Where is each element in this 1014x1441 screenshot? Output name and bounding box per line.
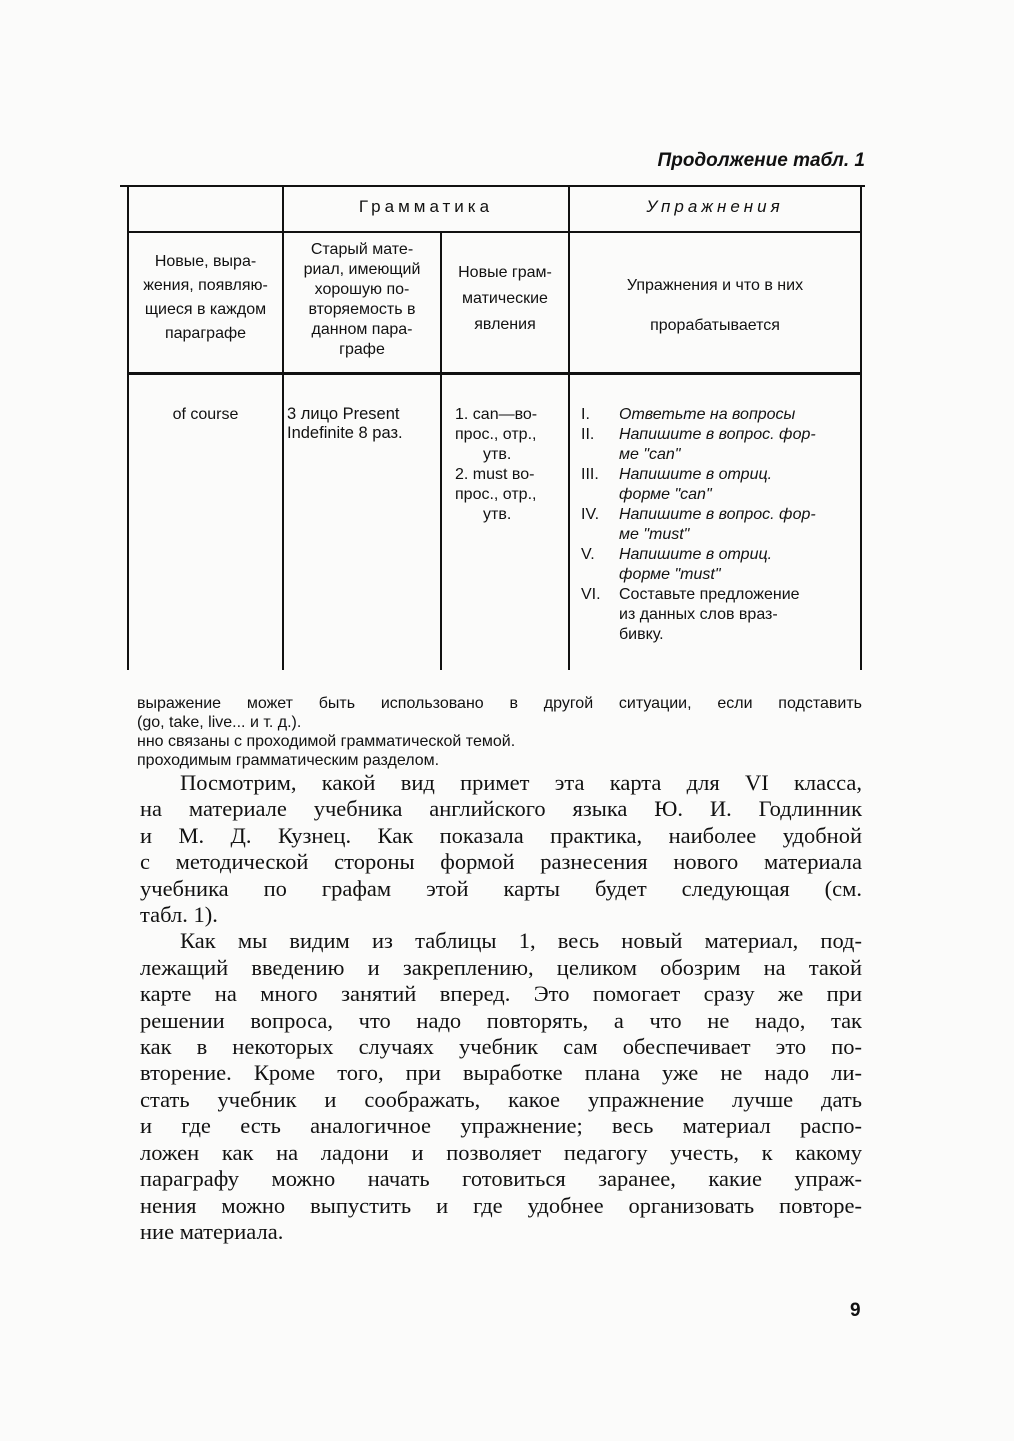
cell-line: 1. can—во- <box>455 406 538 423</box>
paragraph <box>140 770 862 928</box>
paragraph-line: решении вопроса, что надо повторять, а что не надо, так <box>140 1007 862 1033</box>
header-line: щиеся в каждом <box>144 301 267 318</box>
header-line: матические <box>462 290 548 307</box>
header-bottom-rule <box>127 372 862 375</box>
exercise-text: Составьте предложение <box>619 586 800 603</box>
cell-old-material <box>287 405 439 443</box>
paragraph-line: на материале учебника английского языка Ю. И. Годлинник <box>140 796 862 822</box>
header-line: графе <box>339 341 385 358</box>
footnote-line: выражение может быть использовано в другой ситуации, если подставить <box>137 695 862 712</box>
exercise-item <box>581 465 863 505</box>
cell-line: Indefinite 8 раз. <box>287 424 403 442</box>
cell-exercises <box>581 405 863 645</box>
paragraph-line: с методической стороны формой разнесения нового материала <box>140 849 862 875</box>
exercise-text: ме "can" <box>619 446 681 463</box>
paragraph-line: учебника по графам этой карты будет следующая (см. <box>140 875 862 901</box>
exercise-number: I. <box>581 406 590 423</box>
page-number: 9 <box>850 1300 861 1321</box>
paragraph-line: стать учебник и соображать, какое упражнение лучше дать <box>140 1086 862 1112</box>
col-border <box>568 186 570 670</box>
header-exercises: Упражнения <box>646 197 784 216</box>
exercise-text: Ответьте на вопросы <box>619 406 796 423</box>
cell-line: утв. <box>483 506 512 523</box>
cell-line: утв. <box>483 446 512 463</box>
table-caption: Продолжение табл. 1 <box>657 150 865 171</box>
header-line: данном пара- <box>311 321 413 338</box>
exercise-number: IV. <box>581 506 600 523</box>
header-new-grammar <box>442 260 568 338</box>
paragraph-line: Посмотрим, какой вид примет эта карта для VI класса, <box>180 770 862 795</box>
header-line: риал, имеющий <box>303 261 421 278</box>
paragraph-line: лежащий введению и закреплению, целиком обозрим на такой <box>140 954 862 980</box>
paragraph-line: вторение. Кроме того, при выработке плана уже не надо ли- <box>140 1060 862 1086</box>
header-grammar: Грамматика <box>358 197 494 216</box>
paragraph-line: ложен как на ладони и позволяет педагогу учесть, к какому <box>140 1139 862 1165</box>
header-divider <box>127 231 862 233</box>
paragraph-line: как в некоторых случаях учебник сам обеспечивает это по- <box>140 1034 862 1060</box>
footnote-line: проходимым грамматическим разделом. <box>137 752 440 769</box>
exercise-text: Напишите в вопрос. фор- <box>619 426 816 443</box>
paragraph <box>140 928 862 1245</box>
footnote-line: нно связаны с проходимой грамматической темой. <box>137 733 516 750</box>
exercise-item <box>581 545 863 585</box>
header-line: Упражнения и что в них <box>626 277 804 294</box>
exercise-number: II. <box>581 426 595 443</box>
header-line: Новые, выра- <box>154 253 257 270</box>
header-exercises-detail <box>570 266 860 346</box>
body-text <box>140 770 862 1245</box>
exercise-number: III. <box>581 466 599 483</box>
paragraph-line: нения можно выпустить и где удобнее организовать повторе- <box>140 1192 862 1218</box>
header-line: вторяемость в <box>308 301 416 318</box>
exercise-item <box>581 585 863 645</box>
header-line: Старый мате- <box>310 241 414 258</box>
cell-line: 2. must во- <box>455 466 535 483</box>
exercise-item <box>581 425 863 465</box>
cell-line: 3 лицо Present <box>287 405 400 423</box>
exercise-text: из данных слов враз- <box>619 606 778 623</box>
header-line: параграфе <box>164 325 247 342</box>
exercise-text: бивку. <box>619 626 664 643</box>
paragraph-line: ние материала. <box>140 1218 284 1244</box>
paragraph-line: Как мы видим из таблицы 1, весь новый материал, под- <box>180 928 862 954</box>
exercise-text: Напишите в отриц. <box>619 546 773 563</box>
exercise-text: Напишите в вопрос. фор- <box>619 506 816 523</box>
paragraph-line: параграфу можно начать готовиться заранее, какие упраж- <box>140 1166 862 1192</box>
paragraph-line: карте на много занятий вперед. Это помогает сразу же при <box>140 981 862 1007</box>
cell-new-grammar <box>455 405 567 525</box>
cell-line: прос., отр., <box>455 426 537 443</box>
exercise-number: V. <box>581 546 595 563</box>
paragraph-line: табл. 1). <box>140 902 218 928</box>
exercise-item <box>581 505 863 545</box>
header-line: Новые грам- <box>458 264 552 281</box>
header-line: хорошую по- <box>314 281 410 298</box>
footnote-line: (go, take, live... и т. д.). <box>137 714 302 731</box>
header-new-expressions <box>129 250 282 346</box>
exercise-text: форме "must" <box>619 566 721 583</box>
cell-expressions: of course <box>172 406 239 423</box>
exercise-text: форме "can" <box>619 486 712 503</box>
header-line: жения, появляю- <box>143 277 268 294</box>
footnotes <box>137 694 862 770</box>
exercise-item <box>581 405 863 425</box>
paragraph-line: и М. Д. Кузнец. Как показала практика, наиболее удобной <box>140 822 862 848</box>
cell-line: прос., отр., <box>455 486 537 503</box>
table-top-rule <box>120 185 865 187</box>
exercise-text: ме "must" <box>619 526 690 543</box>
exercise-number: VI. <box>581 586 601 603</box>
header-line: явления <box>474 316 536 333</box>
header-line: прорабатывается <box>650 317 780 334</box>
header-old-material <box>284 240 440 360</box>
exercise-text: Напишите в отриц. <box>619 466 773 483</box>
paragraph-line: и где есть аналогичное упражнение; весь материал распо- <box>140 1113 862 1139</box>
